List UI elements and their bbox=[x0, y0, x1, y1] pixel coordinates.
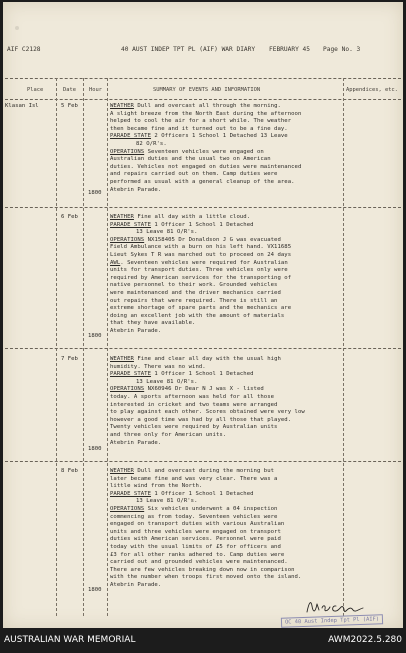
entry-line bbox=[110, 222, 346, 230]
entry-line bbox=[110, 111, 346, 119]
entry-line bbox=[110, 356, 346, 364]
entry-text: out repairs that were required. There is still an bbox=[110, 297, 278, 304]
footer-accession-number: AWM2022.5.280 bbox=[328, 635, 402, 645]
entry-text: Twenty vehicles were required by Australian units bbox=[110, 424, 278, 431]
entry-text: 13 Leave 81 O/R's. bbox=[136, 229, 198, 236]
entry-text: units for transport duties. Three vehicles only were bbox=[110, 267, 288, 274]
entry-line bbox=[110, 290, 346, 298]
entry-text: Atebrin Parade. bbox=[110, 186, 162, 193]
entry-line bbox=[110, 498, 346, 506]
entry-summary bbox=[110, 468, 346, 590]
diary-page bbox=[3, 2, 403, 628]
entry-text: 1 Officer 1 School 1 Detached bbox=[151, 221, 254, 228]
entry-text: units and three vehicles were engaged on transport bbox=[110, 528, 281, 535]
entry-text: Seventeen vehicles were engaged on bbox=[144, 148, 264, 155]
entry-line bbox=[110, 559, 346, 567]
entry-line bbox=[110, 156, 346, 164]
entry-text: Australian duties and the usual two on American bbox=[110, 156, 271, 163]
entry-heading: WEATHER bbox=[110, 356, 134, 362]
entry-text: Dull and overcast all through the morning. bbox=[133, 103, 281, 109]
entry-text: Atebrin Parade. bbox=[110, 581, 162, 588]
entry-hour: 1800 bbox=[88, 587, 102, 593]
entry-line bbox=[110, 260, 346, 268]
entry-text: native personnel to their work. Grounded vehicles bbox=[110, 282, 278, 289]
punch-hole bbox=[15, 26, 19, 30]
entry-place: Klasan Isl bbox=[5, 103, 39, 109]
entry-text: £3 for all other ranks adhered to. Camp duties were bbox=[110, 551, 285, 558]
entry-heading: WEATHER bbox=[110, 103, 134, 109]
entry-text: Fine and clear all day with the usual high bbox=[133, 356, 281, 362]
entry-text: duties with American services. Personnel were paid bbox=[110, 536, 281, 543]
entry-line bbox=[110, 529, 346, 537]
entry-line bbox=[110, 237, 346, 245]
entry-text: duties. Vehicles not engaged on duties were maintenanced bbox=[110, 163, 302, 170]
entry-text: helped to cool the air for a short while. The weather bbox=[110, 118, 292, 125]
entry-heading: OPERATIONS bbox=[110, 236, 145, 243]
entry-heading: AWL bbox=[110, 259, 121, 266]
entry-line bbox=[110, 379, 346, 387]
entry-line bbox=[110, 424, 346, 432]
entry-text: with the number when troops first moved onto the island. bbox=[110, 574, 302, 581]
entry-text: Atebrin Parade. bbox=[110, 327, 162, 334]
entry-text: 1 Officer 1 School 1 Detached bbox=[151, 490, 254, 497]
entry-text: were maintenanced and the driver mechanics carried bbox=[110, 289, 281, 296]
entry-line bbox=[110, 187, 346, 195]
header-rule-bottom bbox=[5, 99, 401, 100]
entry-text: Fine all day with a little cloud. bbox=[133, 214, 251, 220]
entry-hour: 1800 bbox=[88, 333, 102, 339]
entry-separator bbox=[5, 461, 401, 462]
entry-heading: OPERATIONS bbox=[110, 148, 145, 155]
column-divider bbox=[107, 78, 108, 616]
column-header-hour: Hour bbox=[89, 87, 102, 93]
page-number: Page No. 3 bbox=[323, 46, 361, 53]
entry-text: today with the usual limits of £5 for officers and bbox=[110, 543, 281, 550]
entry-separator bbox=[5, 348, 401, 349]
entry-line bbox=[110, 252, 346, 260]
entry-line bbox=[110, 328, 346, 336]
entry-line bbox=[110, 394, 346, 402]
entry-line bbox=[110, 544, 346, 552]
entry-heading: WEATHER bbox=[110, 468, 134, 474]
entry-date: 6 Feb bbox=[61, 214, 78, 220]
entry-hour: 1800 bbox=[88, 446, 102, 452]
entry-line bbox=[110, 506, 346, 514]
entry-text: and three only for American units. bbox=[110, 431, 227, 438]
entry-text: engaged on transport duties with various Australian bbox=[110, 521, 285, 528]
entry-line bbox=[110, 582, 346, 590]
entry-line bbox=[110, 536, 346, 544]
entry-line bbox=[110, 364, 346, 372]
entry-text: NX60946 Dr Dear N J was X - listed bbox=[144, 386, 264, 393]
entry-heading: PARADE STATE bbox=[110, 371, 152, 378]
entry-text: required by American services for the transporting of bbox=[110, 274, 292, 281]
entry-line bbox=[110, 476, 346, 484]
entry-line bbox=[110, 126, 346, 134]
entry-line bbox=[110, 298, 346, 306]
entry-text: NX158405 Dr Donaldson J G was evacuated bbox=[144, 236, 281, 243]
entry-text: then became fine and it turned out to be a fine day. bbox=[110, 125, 288, 132]
entry-text: performed as usual with a general cleanup of the area. bbox=[110, 178, 295, 185]
entry-line bbox=[110, 491, 346, 499]
entry-summary bbox=[110, 356, 346, 447]
entry-line bbox=[110, 164, 346, 172]
entry-line bbox=[110, 552, 346, 560]
entry-text: humidity. There was no wind. bbox=[110, 363, 206, 370]
entry-text: Six vehicles underwent a 04 inspection bbox=[144, 505, 278, 512]
entry-text: A slight breeze from the North East during the afternoon bbox=[110, 110, 302, 117]
entry-text: little wind from the North. bbox=[110, 483, 203, 490]
column-divider bbox=[56, 78, 57, 616]
header-rule-top bbox=[5, 78, 401, 79]
entry-line bbox=[110, 275, 346, 283]
entry-text: 1 Officer 1 School 1 Detached bbox=[151, 371, 254, 378]
entry-text: to play against each other. Scores obtained were very low bbox=[110, 409, 305, 416]
entry-line bbox=[110, 313, 346, 321]
entry-hour: 1800 bbox=[88, 190, 102, 196]
entry-line bbox=[110, 149, 346, 157]
entry-line bbox=[110, 214, 346, 222]
entry-line bbox=[110, 282, 346, 290]
entry-heading: PARADE STATE bbox=[110, 133, 152, 140]
entry-text: and repairs carried out on them. Camp duties were bbox=[110, 171, 278, 178]
entry-line bbox=[110, 417, 346, 425]
entry-heading: PARADE STATE bbox=[110, 221, 152, 228]
entry-line bbox=[110, 103, 346, 111]
entry-summary bbox=[110, 103, 346, 194]
entry-text: Lieut Sykes T R was marched out to proceed on 24 days bbox=[110, 251, 292, 258]
entry-line bbox=[110, 305, 346, 313]
entry-text: commencing as from today. Seventeen vehicles were bbox=[110, 513, 278, 520]
entry-text: 2 Officers 1 School 1 Detached 13 Leave bbox=[151, 133, 288, 140]
column-divider bbox=[83, 78, 84, 616]
entry-heading: OPERATIONS bbox=[110, 386, 145, 393]
entry-heading: WEATHER bbox=[110, 214, 134, 220]
column-header-date: Date bbox=[63, 87, 76, 93]
entry-heading: OPERATIONS bbox=[110, 505, 145, 512]
entry-line bbox=[110, 118, 346, 126]
entry-line bbox=[110, 229, 346, 237]
entry-summary bbox=[110, 214, 346, 336]
column-header-summary: SUMMARY OF EVENTS AND INFORMATION bbox=[153, 87, 261, 93]
entry-text: 13 Leave 81 O/R's. bbox=[136, 498, 198, 505]
entry-text: Dull and overcast during the morning but bbox=[133, 468, 275, 474]
entry-line bbox=[110, 244, 346, 252]
entry-text: carried out and grounded vehicles were maintenanced. bbox=[110, 559, 288, 566]
entry-line bbox=[110, 171, 346, 179]
entry-line bbox=[110, 371, 346, 379]
entry-line bbox=[110, 574, 346, 582]
entry-line bbox=[110, 432, 346, 440]
footer-institution: AUSTRALIAN WAR MEMORIAL bbox=[4, 635, 136, 645]
entry-text: extreme shortage of spare parts and the mechanics are bbox=[110, 305, 292, 312]
entry-heading: PARADE STATE bbox=[110, 490, 152, 497]
entry-text: There are few vehicles breaking down now in comparison bbox=[110, 566, 295, 573]
entry-line bbox=[110, 521, 346, 529]
entry-text: interested in cricket and two teams were arranged bbox=[110, 401, 278, 408]
entry-line bbox=[110, 133, 346, 141]
entry-line bbox=[110, 386, 346, 394]
entry-line bbox=[110, 179, 346, 187]
entry-line bbox=[110, 409, 346, 417]
entry-line bbox=[110, 267, 346, 275]
entry-text: that they have available. bbox=[110, 320, 196, 327]
entry-date: 8 Feb bbox=[61, 468, 78, 474]
unit-reference: AIF C2128 bbox=[7, 46, 41, 53]
unit-stamp: OC 40 Aust Indep Tpt Pl (AIF) bbox=[281, 614, 383, 628]
diary-title: 40 AUST INDEP TPT PL (AIF) WAR DIARY bbox=[121, 46, 256, 53]
entry-text: Field Ambulance with a burn on his left hand. VX11685 bbox=[110, 244, 292, 251]
entry-line bbox=[110, 468, 346, 476]
entry-date: 5 Feb bbox=[61, 103, 78, 109]
entry-text: Atebrin Parade. bbox=[110, 439, 162, 446]
entry-text: doing an excellent job with the amount of materials bbox=[110, 312, 285, 319]
entry-text: 13 Leave 81 O/R's. bbox=[136, 378, 198, 385]
entry-text: later became fine and was very clear. There was a bbox=[110, 475, 278, 482]
entry-separator bbox=[5, 207, 401, 208]
diary-month: FEBRUARY 45 bbox=[269, 46, 310, 53]
entry-line bbox=[110, 320, 346, 328]
entry-line bbox=[110, 567, 346, 575]
entry-line bbox=[110, 483, 346, 491]
entry-line bbox=[110, 440, 346, 448]
entry-line bbox=[110, 514, 346, 522]
entry-date: 7 Feb bbox=[61, 356, 78, 362]
entry-text: 82 O/R's. bbox=[136, 140, 167, 147]
entry-line bbox=[110, 402, 346, 410]
entry-text: however a good time was had by all those that played. bbox=[110, 416, 292, 423]
column-header-remarks: Appendices, etc. bbox=[346, 87, 398, 93]
column-header-place: Place bbox=[27, 87, 44, 93]
entry-text: today. A sports afternoon was held for all those bbox=[110, 393, 275, 400]
entry-text: . Seventeen vehicles were required for Australian bbox=[120, 259, 288, 266]
entry-line bbox=[110, 141, 346, 149]
